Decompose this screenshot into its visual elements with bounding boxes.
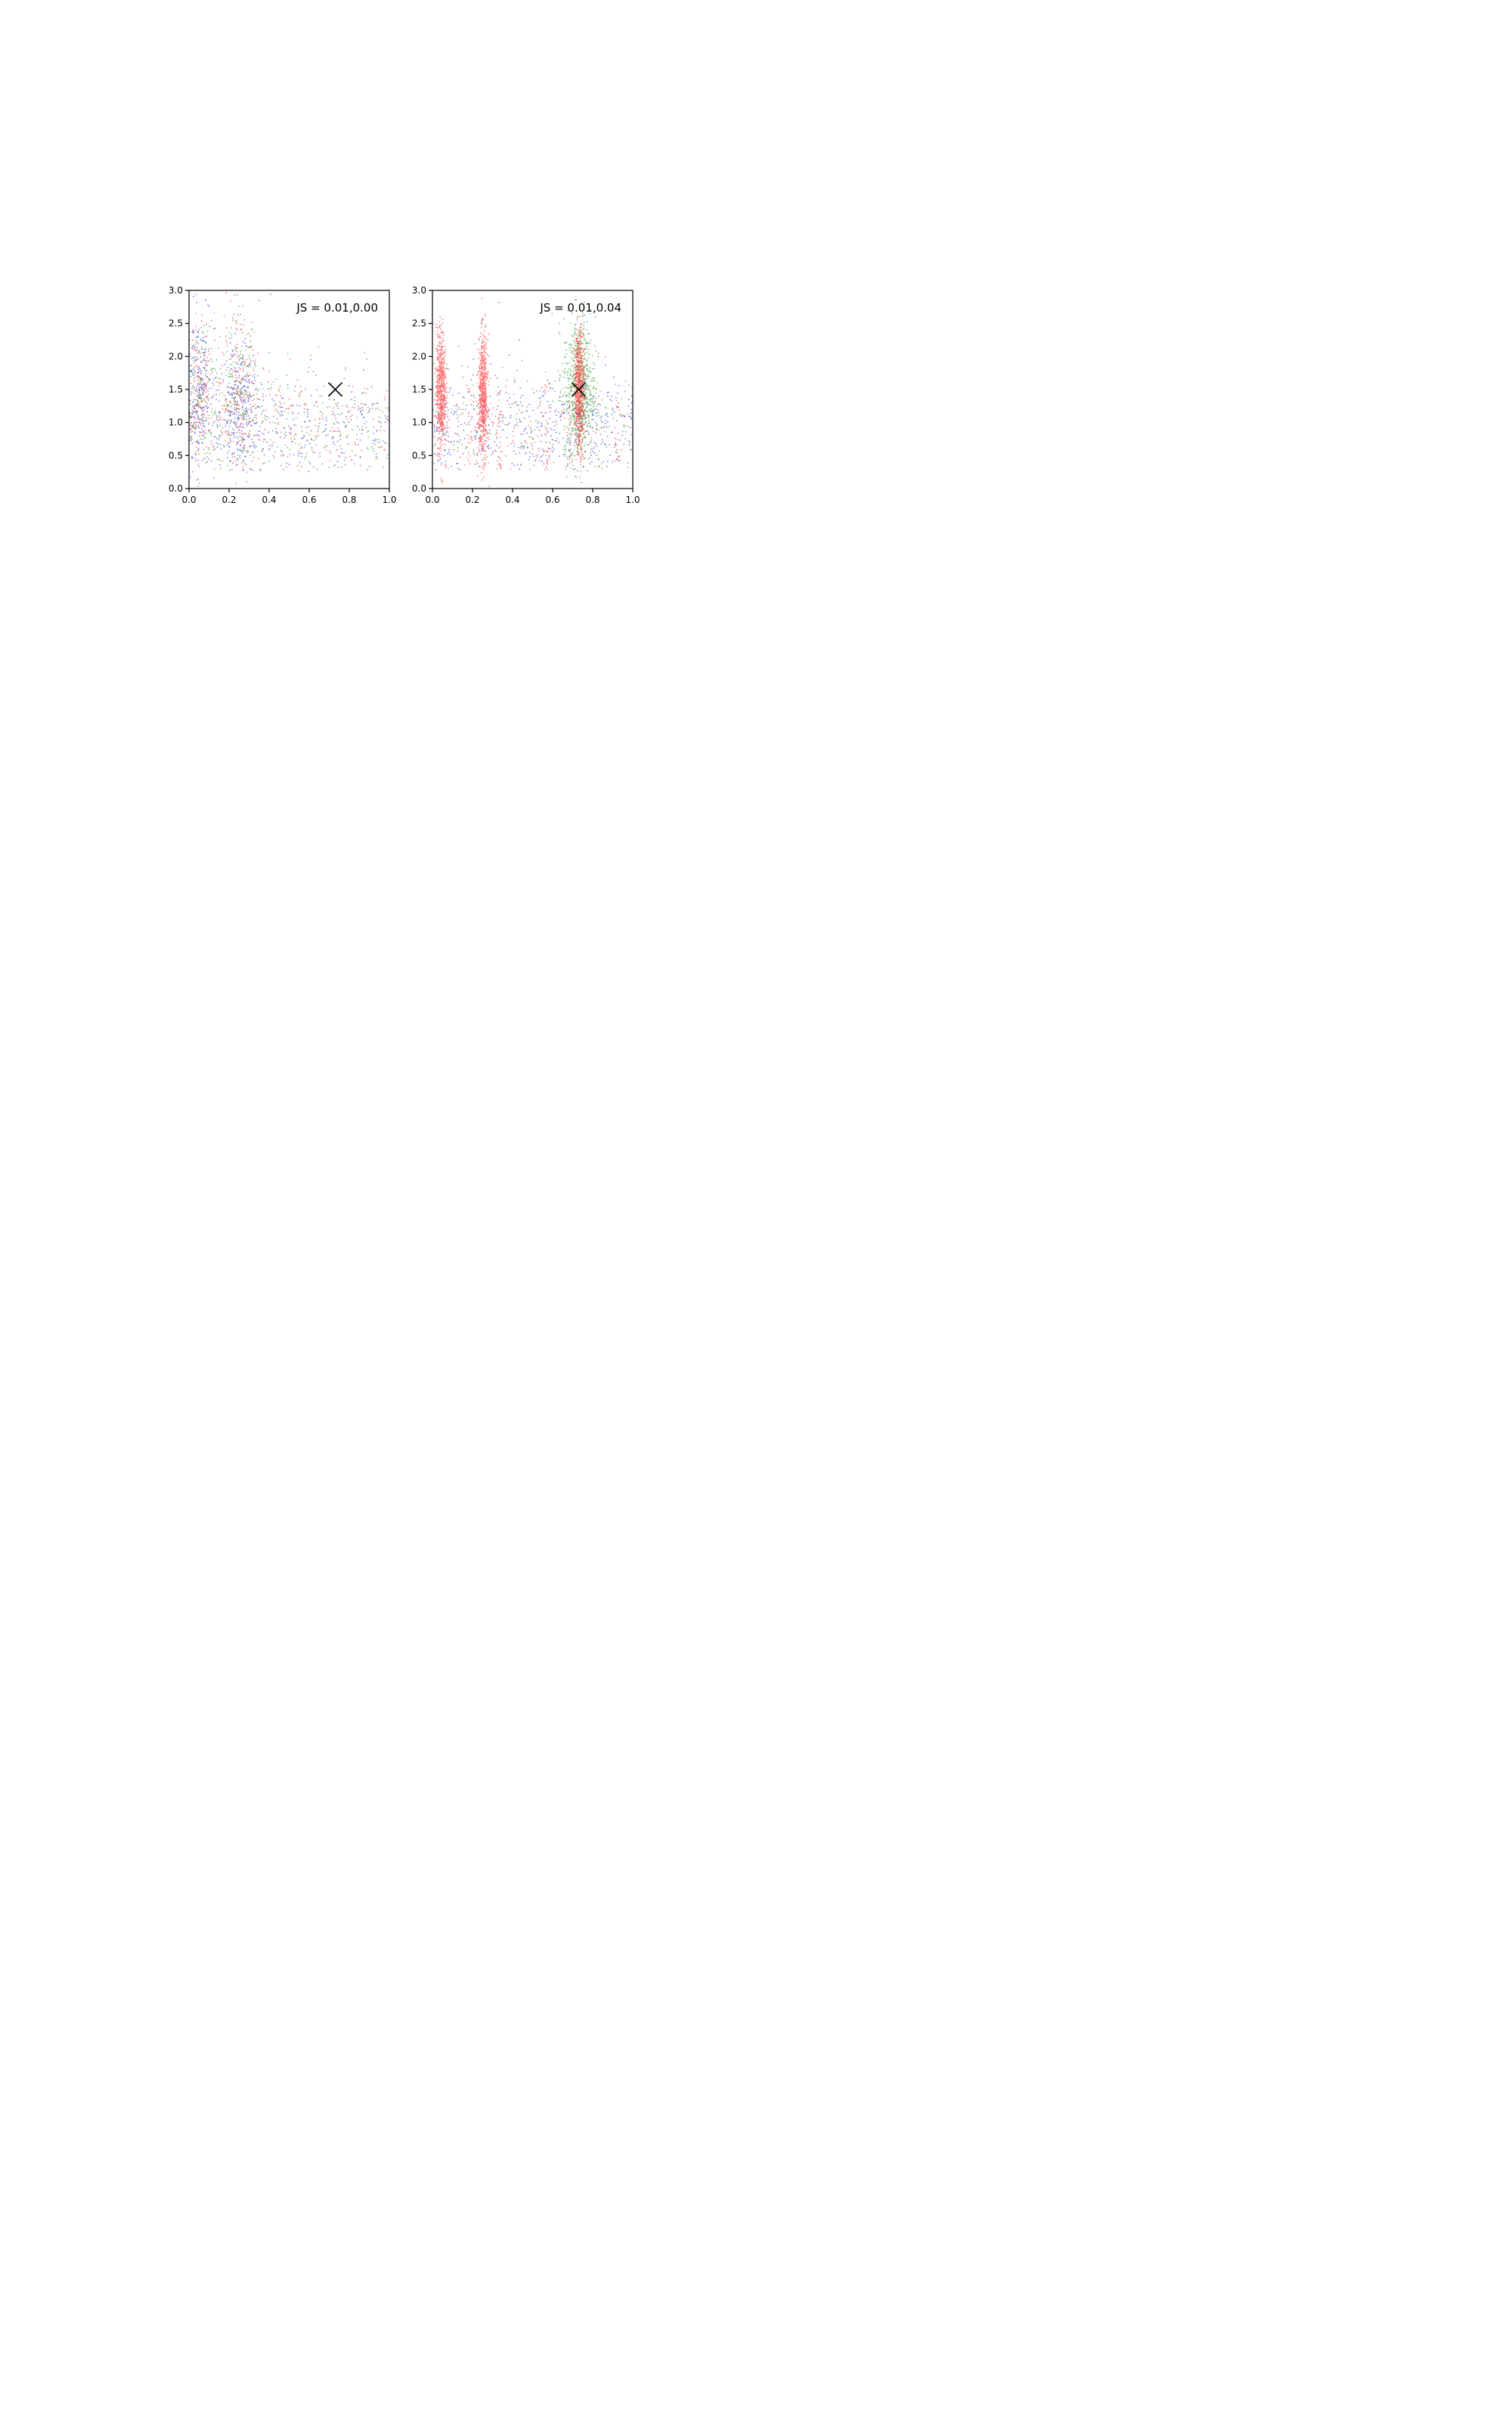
y-tick-label: 0.0 [168, 483, 183, 494]
x-tick-label: 0.6 [545, 495, 560, 505]
y-tick-label: 0.0 [411, 483, 426, 494]
y-tick-label: 0.5 [168, 450, 183, 461]
x-tick-label: 0.2 [222, 495, 237, 505]
x-tick-label: 1.0 [382, 495, 397, 505]
y-tick-label: 1.0 [168, 417, 183, 428]
js-annotation: JS = 0.01,0.00 [296, 301, 378, 315]
js-annotation: JS = 0.01,0.04 [540, 301, 621, 315]
y-tick-label: 2.0 [168, 351, 183, 362]
y-tick-label: 3.0 [411, 285, 426, 296]
x-tick-label: 0.8 [342, 495, 357, 505]
x-tick-label: 0.4 [262, 495, 277, 505]
x-tick-label: 0.0 [181, 495, 197, 505]
y-tick-label: 0.5 [411, 450, 426, 461]
y-tick-label: 1.0 [411, 417, 426, 428]
x-tick-label: 0.6 [302, 495, 317, 505]
x-tick-label: 0.4 [505, 495, 520, 505]
y-tick-label: 2.5 [411, 318, 426, 329]
y-tick-label: 3.0 [168, 285, 183, 296]
y-tick-label: 2.5 [168, 318, 183, 329]
x-tick-label: 0.0 [425, 495, 440, 505]
y-tick-label: 1.5 [411, 384, 426, 395]
x-tick-label: 0.2 [465, 495, 480, 505]
x-tick-label: 0.8 [585, 495, 600, 505]
y-tick-label: 1.5 [168, 384, 183, 395]
x-tick-label: 1.0 [625, 495, 640, 505]
y-tick-label: 2.0 [411, 351, 426, 362]
